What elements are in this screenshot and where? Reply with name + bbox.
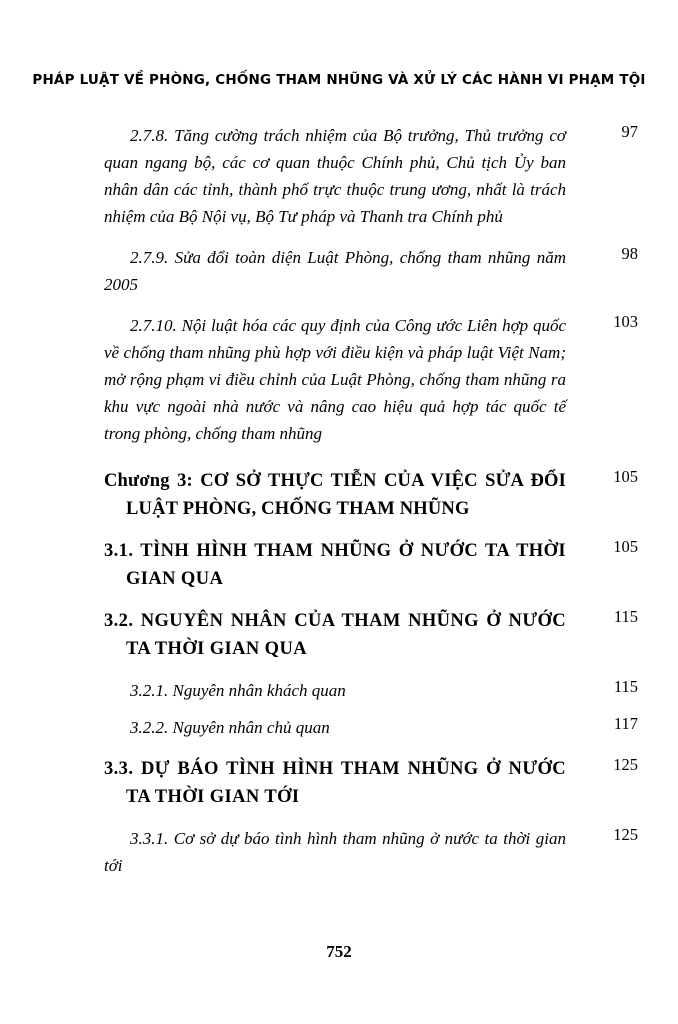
toc-entry[interactable] bbox=[104, 467, 638, 523]
toc-entry-title: Chương 3: CƠ SỞ THỰC TIỄN CỦA VIỆC SỬA ĐỔI LUẬT PHÒNG, CHỐNG THAM NHŨNG bbox=[104, 471, 566, 519]
toc-entry-title: 2.7.9. Sửa đổi toàn diện Luật Phòng, chống tham nhũng năm 2005 bbox=[104, 248, 566, 294]
page-number: 752 bbox=[326, 942, 352, 961]
toc-entry[interactable] bbox=[104, 755, 638, 811]
toc-entry[interactable] bbox=[104, 714, 638, 741]
toc-entry-title: 3.2. NGUYÊN NHÂN CỦA THAM NHŨNG Ở NƯỚC TA THỜI GIAN QUA bbox=[104, 611, 566, 659]
toc-entry[interactable] bbox=[104, 607, 638, 663]
toc-entry-title: 3.3. DỰ BÁO TÌNH HÌNH THAM NHŨNG Ở NƯỚC TA THỜI GIAN TỚI bbox=[104, 759, 566, 807]
toc-entry-title: 2.7.10. Nội luật hóa các quy định của Công ước Liên hợp quốc về chống tham nhũng phù hợp với điều kiện và pháp luật Việt Nam; mở rộng phạm vi điều chỉnh của Luật Phòng, chống tham nhũng ra khu vực ngoài nhà nước và nâng cao hiệu quả hợp tác quốc tế trong phòng, chống tham nhũng bbox=[104, 316, 566, 443]
toc-entry-title: 3.2.2. Nguyên nhân chủ quan bbox=[130, 718, 330, 737]
toc-entry-page: 115 bbox=[613, 677, 638, 696]
table-of-contents bbox=[0, 122, 678, 893]
toc-entry-page: 103 bbox=[613, 312, 638, 331]
toc-entry-page: 117 bbox=[613, 714, 638, 733]
toc-entry-page: 105 bbox=[613, 467, 638, 486]
toc-entry-page: 125 bbox=[613, 825, 638, 844]
toc-entry-page: 125 bbox=[613, 755, 638, 774]
toc-entry-page: 98 bbox=[621, 244, 638, 263]
toc-entry-title: 3.3.1. Cơ sở dự báo tình hình tham nhũng ở nước ta thời gian tới bbox=[104, 829, 566, 875]
toc-entry-page: 115 bbox=[613, 607, 638, 626]
toc-entry-title: 3.1. TÌNH HÌNH THAM NHŨNG Ở NƯỚC TA THỜI GIAN QUA bbox=[104, 541, 566, 589]
toc-entry[interactable] bbox=[104, 122, 638, 230]
toc-entry[interactable] bbox=[104, 677, 638, 704]
running-head: PHÁP LUẬT VỀ PHÒNG, CHỐNG THAM NHŨNG VÀ XỬ LÝ CÁC HÀNH VI PHẠM TỘI bbox=[32, 72, 646, 88]
toc-entry[interactable] bbox=[104, 244, 638, 298]
toc-entry[interactable] bbox=[104, 825, 638, 879]
toc-entry-page: 97 bbox=[621, 122, 638, 141]
toc-entry-page: 105 bbox=[613, 537, 638, 556]
toc-entry[interactable] bbox=[104, 312, 638, 447]
toc-entry-title: 3.2.1. Nguyên nhân khách quan bbox=[130, 681, 346, 700]
toc-entry[interactable] bbox=[104, 537, 638, 593]
toc-entry-title: 2.7.8. Tăng cường trách nhiệm của Bộ trưởng, Thủ trưởng cơ quan ngang bộ, các cơ quan thuộc Chính phủ, Chủ tịch Ủy ban nhân dân các tỉnh, thành phố trực thuộc trung ương, nhất là trách nhiệm của Bộ Nội vụ, Bộ Tư pháp và Thanh tra Chính phủ bbox=[104, 126, 566, 226]
